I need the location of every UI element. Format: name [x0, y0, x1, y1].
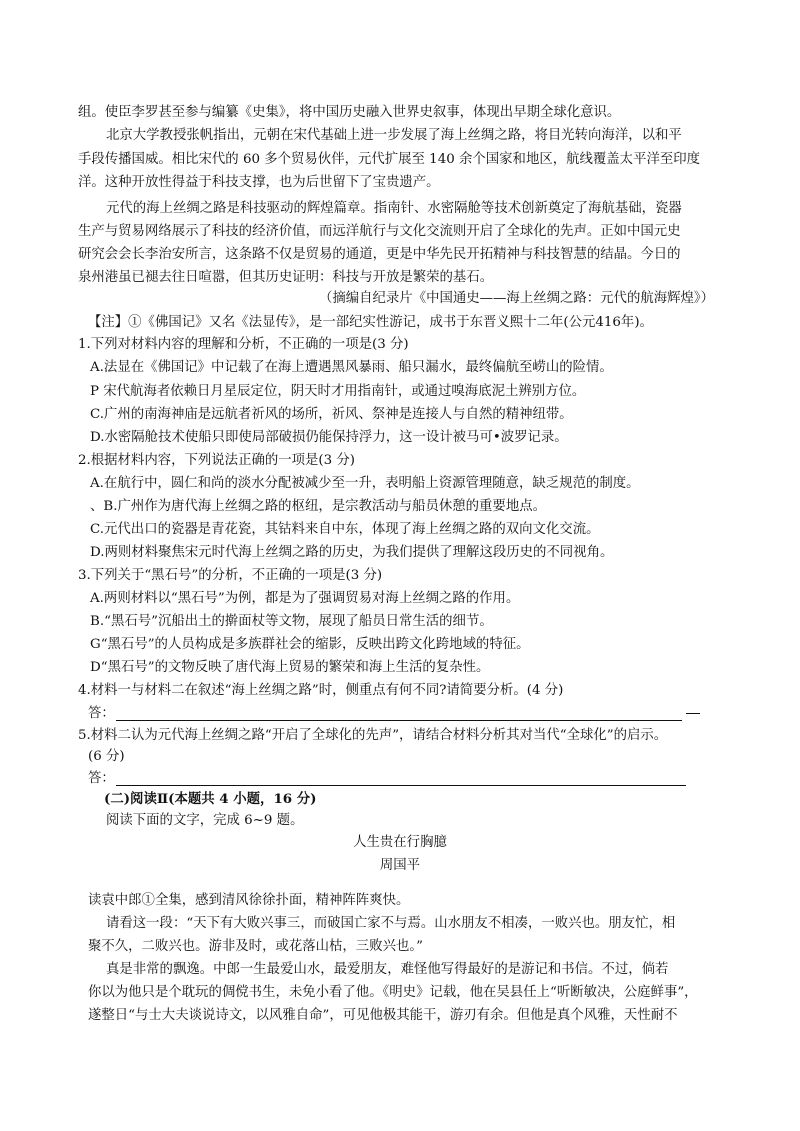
question-1-option-c: C.广州的南海神庙是远航者祈风的场所，祈风、祭神是连接人与自然的精神纽带。: [90, 407, 573, 422]
question-2-option-b: 、B.广州作为唐代海上丝绸之路的枢纽，是宗教活动与船员休憩的重要地点。: [90, 499, 546, 514]
question-3-option-c: G“黑石号”的人员构成是多族群社会的缩影，反映出跨文化跨地域的特征。: [90, 637, 530, 652]
material-paragraph-2-line: 手段传播国威。相比宋代的 60 多个贸易伙伴，元代扩展至 140 余个国家和地区，航线覆盖太平洋至印度: [78, 152, 701, 167]
question-1-option-d: D.水密隔舱技术使船只即使局部破损仍能保持浮力，这一设计被马可•波罗记录。: [90, 430, 568, 445]
essay-line: 真是非常的飘逸。中郎一生最爱山水，最爱朋友，难怪他写得最好的是游记和书信。不过，倘若: [106, 962, 669, 977]
essay-line: 请看这一段：“天下有大败兴事三，而破国亡家不与焉。山水朋友不相凑，一败兴也。朋友忙，相: [106, 916, 676, 931]
material-paragraph-2-line: 北京大学教授张帆指出，元朝在宋代基础上进一步发展了海上丝绸之路，将目光转向海洋，以和平: [106, 128, 682, 143]
question-1-stem: 1.下列对材料内容的理解和分析，不正确的一项是(3 分): [78, 337, 409, 352]
source-citation: （摘编自纪录片《中国通史——海上丝绸之路：元代的航海辉煌》）: [318, 291, 714, 306]
section-2-heading: (二)阅读Ⅱ(本题共 4 小题，16 分): [104, 791, 317, 807]
essay-line: 读袁中郎①全集，感到清风徐徐扑面，精神阵阵爽快。: [88, 893, 410, 908]
question-5-stem: 5.材料二认为元代海上丝绸之路“开启了全球化的先声”，请结合材料分析其对当代“全球化”的启示。: [78, 728, 668, 743]
question-4-answer-label: 答：: [88, 706, 115, 721]
question-4-answer-line[interactable]: [116, 720, 682, 721]
question-5-answer-line[interactable]: [116, 785, 686, 786]
question-4-stem: 4.材料一与材料二在叙述“海上丝绸之路”时，侧重点有何不同?请简要分析。(4 分): [78, 683, 564, 698]
question-2-option-d: D.两则材料聚焦宋元时代海上丝绸之路的历史，为我们提供了理解这段历史的不同视角。: [90, 545, 614, 560]
question-1-option-a: A.法显在《佛国记》中记载了在海上遭遇黑风暴雨、船只漏水，最终偏航至崂山的险情。: [90, 360, 613, 375]
question-1-option-b: P 宋代航海者依赖日月星辰定位，阴天时才用指南针，或通过嗅海底泥土辨别方位。: [90, 384, 586, 399]
question-3-stem: 3.下列关于“黑石号”的分析，不正确的一项是(3 分): [78, 568, 383, 583]
question-4-answer-line-end: [686, 713, 700, 714]
question-3-option-b: B.“黑石号”沉船出土的擀面杖等文物，展现了船员日常生活的细节。: [90, 614, 493, 629]
material-paragraph-1-line: 组。使臣李罗甚至参与编纂《史集》，将中国历史融入世界史叙事，体现出早期全球化意识。: [78, 105, 621, 120]
essay-title: 人生贵在行胸臆: [353, 835, 447, 850]
essay-author: 周国平: [379, 858, 421, 873]
footnote: 【注】①《佛国记》又名《法显传》，是一部纪实性游记，成书于东晋义熙十二年(公元416年)。: [88, 315, 653, 330]
material-paragraph-3-line: 生产与贸易网络展示了科技的经济价值，而远洋航行与文化交流则开启了全球化的先声。正如中国元史: [78, 224, 681, 239]
essay-line: 遂整日“与士大夫谈说诗文，以风雅自命”，可见他极其能干，游刃有余。但他是真个风雅，天性耐不: [88, 1008, 678, 1023]
question-2-stem: 2.根据材料内容，下列说法正确的一项是(3 分): [78, 453, 356, 468]
essay-line: 你以为他只是个耽玩的倜傥书生，未免小看了他。《明史》记载，他在吴县任上“听断敏决，公庭鲜事”，: [88, 985, 698, 1000]
material-paragraph-2-line: 洋。这种开放性得益于科技支撑，也为后世留下了宝贵遗产。: [78, 175, 440, 190]
question-5-score: (6 分): [88, 749, 125, 764]
material-paragraph-3-line: 元代的海上丝绸之路是科技驱动的辉煌篇章。指南针、水密隔舱等技术创新奠定了海航基础，瓷器: [106, 201, 682, 216]
essay-line: 聚不久，二败兴也。游非及时，或花落山枯，三败兴也。”: [88, 939, 423, 954]
question-2-option-c: C.元代出口的瓷器是青花瓷，其钴料来自中东，体现了海上丝绸之路的双向文化交流。: [90, 522, 600, 537]
material-paragraph-3-line: 泉州港虽已褪去往日喧嚣，但其历史证明：科技与开放是繁荣的基石。: [78, 270, 494, 285]
question-5-answer-label: 答：: [88, 771, 115, 786]
section-2-instruction: 阅读下面的文字，完成 6~9 题。: [106, 813, 304, 828]
material-paragraph-3-line: 研究会会长李治安所言，这条路不仅是贸易的通道，更是中华先民开拓精神与科技智慧的结晶。今日的: [78, 247, 681, 262]
question-3-option-a: A.两则材料以“黑石号”为例，都是为了强调贸易对海上丝绸之路的作用。: [90, 591, 520, 606]
question-2-option-a: A.在航行中，圆仁和尚的淡水分配被减少至一升，表明船上资源管理随意，缺乏规范的制度。: [90, 476, 640, 491]
question-3-option-d: D“黑石号”的文物反映了唐代海上贸易的繁荣和海上生活的复杂性。: [90, 660, 490, 675]
